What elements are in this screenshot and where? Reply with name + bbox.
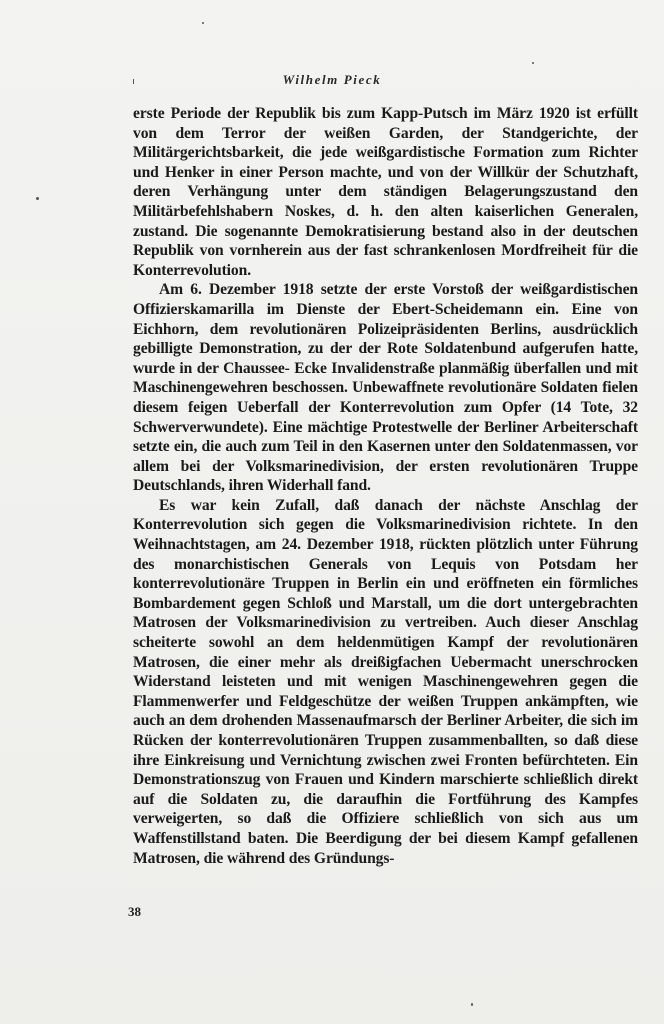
scan-speck <box>532 62 534 64</box>
scan-speck <box>202 22 204 24</box>
scan-speck <box>471 1003 473 1006</box>
running-header: Wilhelm Pieck <box>282 72 382 87</box>
body-text <box>133 104 638 868</box>
scan-speck <box>133 79 134 84</box>
paragraph-3: Es war kein Zufall, daß danach der nächste Anschlag der Konterrevolution sich gegen die Volksmarinedivision richtete. In den Weihnachtstagen, am 24. Dezember 1918, rückten plötzlich unter Führung des monarchistischen Generals von Lequis von Potsdam her konterrevolutionäre Truppen in Berlin ein und eröffneten ein förmliches Bombardement gegen Schloß und Marstall, um die dort untergebrachten Matrosen der Volksmarinedivision zu vertreiben. Auch dieser Anschlag scheiterte sowohl an dem heldenmütigen Kampf der revolutionären Matrosen, die einer mehr als dreißigfachen Uebermacht unerschrocken Widerstand leisteten und mit wenigen Maschinengewehren gegen die Flammenwerfer und Feldgeschütze der weißen Truppen ankämpften, wie auch an dem drohenden Massenaufmarsch der Berliner Arbeiter, die sich im Rücken der konterrevolutionären Truppen zusammenballten, so daß diese ihre Einkreisung und Vernichtung zwischen zwei Fronten befürchteten. Ein Demonstrationszug von Frauen und Kindern marschierte schließlich direkt auf die Soldaten zu, die daraufhin die Fortführung des Kampfes verweigerten, so daß die Offiziere schließlich von sich aus um Waffenstillstand baten. Die Beerdigung der bei diesem Kampf gefallenen Matrosen, die während des Gründungs- <box>133 496 638 867</box>
paragraph-1: erste Periode der Republik bis zum Kapp-Putsch im März 1920 ist erfüllt von dem Terror der weißen Garden, der Standgerichte, der Militärgerichtsbarkeit, die jede weißgardistische Formation zum Richter und Henker in einer Person machte, und von der Willkür der Schutzhaft, deren Verhängung unter dem ständigen Belagerungszustand den Militärbefehlshabern Noskes, d. h. den alten kaiserlichen Generalen, zustand. Die sogenannte Demokratisierung bestand also in der deutschen Republik von vornherein aus der fast schrankenlosen Mordfreiheit für die Konterrevolution. <box>133 105 638 279</box>
paragraph-2: Am 6. Dezember 1918 setzte der erste Vorstoß der weißgardistischen Offizierskamarilla im Dienste der Ebert-Scheidemann ein. Eine von Eichhorn, dem revolutionären Polizeipräsidenten Berlins, ausdrücklich gebilligte Demonstration, zu der der Rote Soldatenbund aufgerufen hatte, wurde in der Chaussee- Ecke Invalidenstraße planmäßig überfallen und mit Maschinengewehren beschossen. Unbewaffnete revolutionäre Soldaten fielen diesem feigen Ueberfall der Konterrevolution zum Opfer (14 Tote, 32 Schwerverwundete). Eine mächtige Protestwelle der Berliner Arbeiterschaft setzte ein, die auch zum Teil in den Kasernen unter den Soldatenmassen, vor allem bei der Volksmarinedivision, der ersten revolutionären Truppe Deutschlands, ihren Widerhall fand. <box>133 281 638 495</box>
scan-speck <box>36 197 39 200</box>
page-number: 38 <box>128 904 141 919</box>
